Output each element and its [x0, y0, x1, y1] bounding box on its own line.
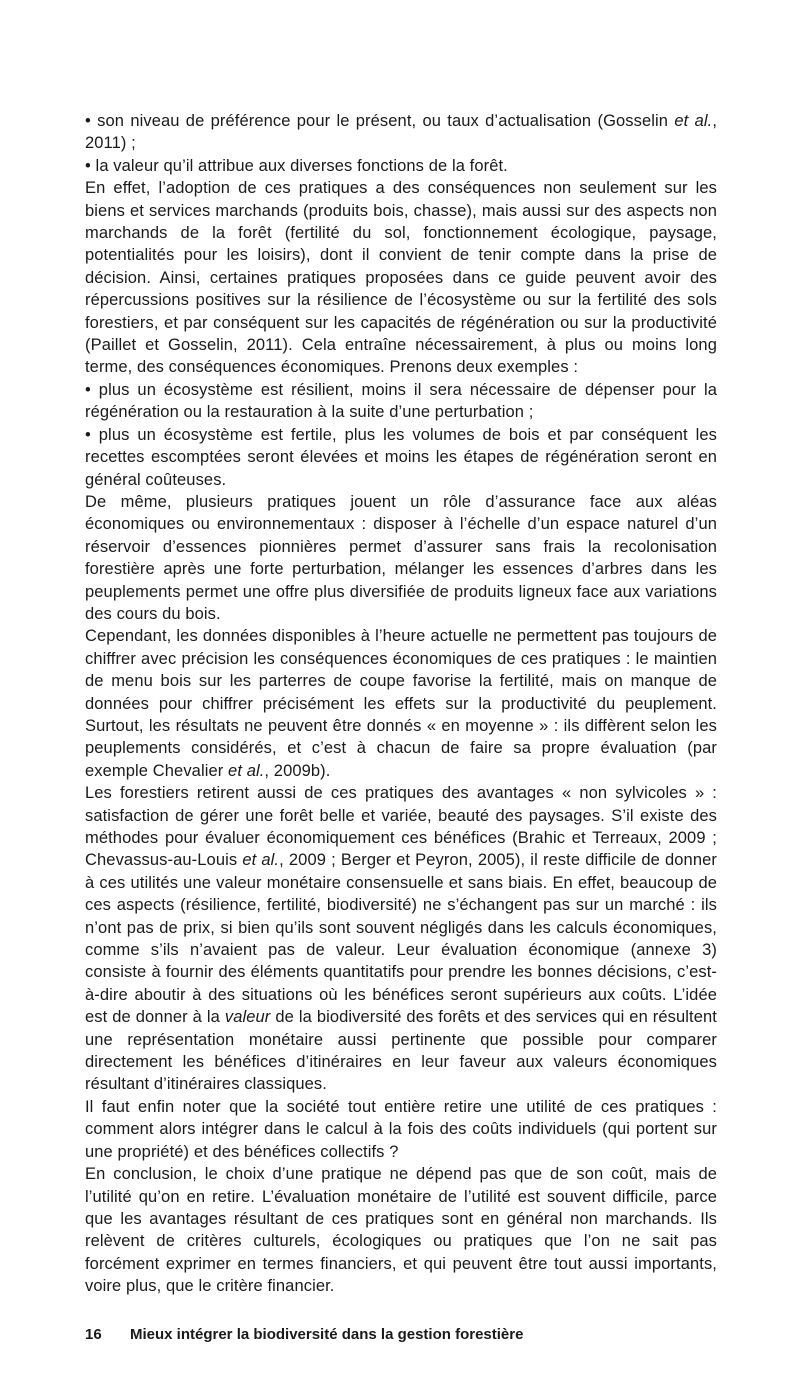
- paragraph: [85, 625, 717, 782]
- text-run: , 2009b).: [264, 761, 331, 780]
- text-run: • plus un écosystème est résilient, moins il sera nécessaire de dépenser pour la régénération ou la restauration à la suite d’une perturbation ;: [85, 380, 717, 422]
- paragraph: [85, 177, 717, 379]
- text-run: En conclusion, le choix d’une pratique ne dépend pas que de son coût, mais de l’utilité qu’on en retire. L’évaluation monétaire de l’utilité est souvent difficile, parce que les avantages résultant de ces pratiques sont en général non marchands. Ils relèvent de critères culturels, écologiques ou pratiques que l’on ne sait pas forcément exprimer en termes financiers, et qui peuvent être tout aussi importants, voire plus, que le critère financier.: [85, 1165, 717, 1296]
- paragraph: [85, 1096, 717, 1163]
- text-run: • plus un écosystème est fertile, plus les volumes de bois et par conséquent les recettes escomptées seront élevées et moins les étapes de régénération seront en général coûteuses.: [85, 425, 717, 489]
- text-run: Il faut enfin noter que la société tout entière retire une utilité de ces pratiques : comment alors intégrer dans le calcul à la fois des coûts individuels (qui portent sur une propriété) et des bénéfices collectifs ?: [85, 1097, 717, 1161]
- text-run: En effet, l’adoption de ces pratiques a des conséquences non seulement sur les biens et services marchands (produits bois, chasse), mais aussi sur des aspects non marchands de la forêt (fertilité du sol, fonctionnement écologique, paysage, potentialités pour les loisirs), dont il convient de tenir compte dans la prise de décision. Ainsi, certaines pratiques proposées dans ce guide peuvent avoir des répercussions positives sur la résilience de l’écosystème ou sur la fertilité des sols forestiers, et par conséquent sur les capacités de régénération ou sur la productivité (Paillet et Gosselin, 2011). Cela entraîne nécessairement, à plus ou moins long terme, des conséquences économiques. Prenons deux exemples :: [85, 179, 717, 377]
- running-title: Mieux intégrer la biodiversité dans la gestion forestière: [130, 1326, 524, 1343]
- text-run: De même, plusieurs pratiques jouent un rôle d’assurance face aux aléas économiques ou environnementaux : disposer à l’échelle d’un espace naturel d’un réservoir d’essences pionnières permet d’assurer sans frais la recolonisation forestière après une forte perturbation, mélanger les essences d’arbres dans les peuplements permet une offre plus diversifiée de produits ligneux face aux variations des cours du bois.: [85, 492, 717, 623]
- paragraph: [85, 379, 717, 424]
- text-run: et al.: [674, 112, 713, 130]
- text-run: • la valeur qu’il attribue aux diverses fonctions de la forêt.: [85, 156, 508, 175]
- paragraph: [85, 782, 717, 1096]
- paragraph: [85, 110, 717, 155]
- text-run: et al.: [228, 761, 265, 780]
- text-run: , 2009 ; Berger et Peyron, 2005), il reste difficile de donner à ces utilités une valeur monétaire consensuelle et sans biais. En effet, beaucoup de ces aspects (résilience, fertilité, biodiversité) ne s’échangent pas sur un marché : ils n’ont pas de prix, si bien qu’ils sont souvent négligés dans les calculs économiques, comme s’ils n’avaient pas de valeur. Leur évaluation économique (annexe 3) consiste à fournir des éléments quantitatifs pour prendre les bonnes décisions, c’est-à-dire aboutir à des situations où les bénéfices seront supérieurs aux coûts. L’idée est de donner à la: [85, 851, 717, 1027]
- paragraph: [85, 491, 717, 625]
- text-run: , 2011) ;: [85, 112, 717, 153]
- text-run: de la biodiversité des forêts et des services qui en résultent une représentation monétaire aussi pertinente que possible pour comparer directement les bénéfices d’itinéraires en leur faveur aux valeurs économiques résultant d’itinéraires classiques.: [85, 1008, 717, 1094]
- text-run: valeur: [224, 1008, 271, 1027]
- paragraph: [85, 424, 717, 491]
- text-run: et al.: [242, 851, 280, 870]
- page-footer: [85, 1326, 717, 1343]
- page-number: 16: [85, 1326, 102, 1343]
- text-run: Les forestiers retirent aussi de ces pratiques des avantages « non sylvicoles » : satisfaction de gérer une forêt belle et variée, beauté des paysages. S’il existe des méthodes pour évaluer économiquement ces bénéfices (Brahic et Terreaux, 2009 ; Chevassus-au-Louis: [85, 784, 717, 870]
- text-run: • son niveau de préférence pour le présent, ou taux d’actualisation (Gosselin: [85, 112, 675, 130]
- text-run: Cependant, les données disponibles à l’heure actuelle ne permettent pas toujours de chiffrer avec précision les conséquences économiques de ces pratiques : le maintien de menu bois sur les parterres de coupe favorise la fertilité, mais on manque de données pour chiffrer précisément les effets sur la productivité du peuplement. Surtout, les résultats ne peuvent être donnés « en moyenne » : ils diffèrent selon les peuplements considérés, et c’est à chacun de faire sa propre évaluation (par exemple Chevalier: [85, 627, 717, 780]
- paragraph: [85, 1163, 717, 1297]
- paragraph: [85, 155, 717, 177]
- text-body: [85, 110, 717, 1298]
